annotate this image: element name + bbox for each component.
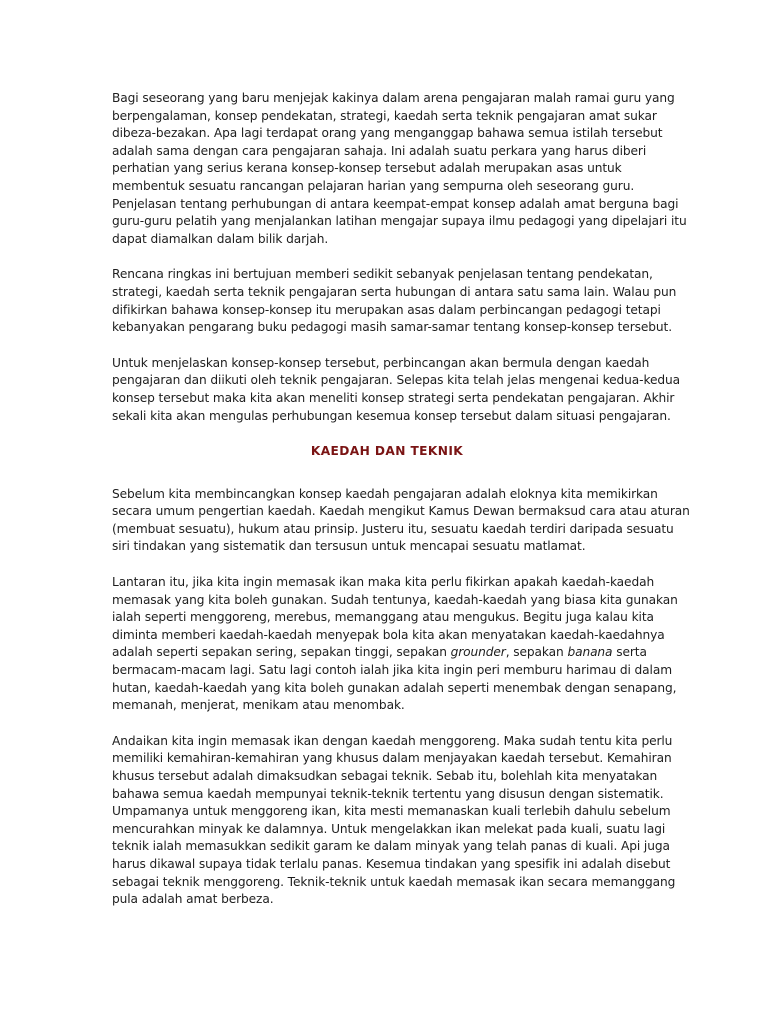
text-line: memiliki kemahiran-kemahiran yang khusus dalam menjayakan kaedah tersebut. Kemahiran [112,751,672,766]
text-line: khusus tersebut adalah dimaksudkan sebagai teknik. Sebab itu, bolehlah kita menyatakan [112,769,658,783]
text-line: kebanyakan pengarang buku pedagogi masih samar-samar tentang konsep-konsep tersebut. [112,320,672,335]
text-line: Untuk menjelaskan konsep-konsep tersebut, perbincangan akan bermula dengan kaedah [112,355,650,370]
text-line: diminta memberi kaedah-kaedah menyepak bola kita akan menyatakan kaedah-kaedahnya [112,627,665,642]
text-line: Penjelasan tentang perhubungan di antara keempat-empat konsep adalah amat berguna bagi [112,196,679,211]
text-line: adalah sama dengan cara pengajaran sahaja. Ini adalah suatu perkara yang harus diberi [112,143,647,158]
text-line: strategi, kaedah serta teknik pengajaran serta hubungan di antara satu sama lain. Walau pun [112,284,677,299]
text-line: membentuk sesuatu rancangan pelajaran harian yang sempurna oleh seseorang guru. [112,178,635,193]
text-fragment: serta [612,645,647,660]
text-line: hutan, kaedah-kaedah yang kita boleh gunakan adalah seperti menembak dengan senapang, [112,680,677,695]
text-line: konsep tersebut maka kita akan meneliti konsep strategi serta pendekatan pengajaran. Akhir [112,390,675,405]
text-line: Bagi seseorang yang baru menjejak kakinya dalam arena pengajaran malah ramai guru yang [112,91,675,105]
text-line: perhatian yang serius kerana konsep-konsep tersebut adalah merupakan asas untuk [112,161,622,176]
text-line: guru-guru pelatih yang menjalankan latihan mengajar supaya ilmu pedagogi yang dipelajari itu [112,214,687,229]
text-fragment: adalah seperti sepakan sering, sepakan tinggi, sepakan [112,645,451,660]
paragraph-definition [112,486,690,556]
italic-term: grounder [450,645,506,660]
text-line: Sebelum kita membincangkan konsep kaedah pengajaran adalah eloknya kita memikirkan [112,486,658,501]
paragraph-examples [112,574,678,715]
text-line: bermacam-macam lagi. Satu lagi contoh ialah jika kita ingin peri memburu harimau di dalam [112,663,672,678]
text-fragment: , sepakan [505,645,568,660]
text-line: dapat diamalkan dalam bilik darjah. [112,231,329,246]
text-line [112,644,662,662]
text-line: Rencana ringkas ini bertujuan memberi sedikit sebanyak penjelasan tentang pendekatan, [112,267,653,282]
text-line: sekali kita akan mengulas perhubungan kesemua konsep tersebut dalam situasi pengajaran. [112,408,671,423]
text-line: Umpamanya untuk menggoreng ikan, kita mesti memanaskan kuali terlebih dahulu sebelum [112,804,671,819]
text-line: difikirkan bahawa konsep-konsep itu merupakan asas dalam perbincangan pedagogi tetapi [112,302,661,317]
section-heading: KAEDAH DAN TEKNIK [310,444,464,459]
text-line: berpengalaman, konsep pendekatan, strategi, kaedah serta teknik pengajaran amat sukar [112,108,657,123]
text-line: memanah, menjerat, menikam atau menombak. [112,698,405,713]
italic-term: banana [567,645,613,660]
text-line: Lantaran itu, jika kita ingin memasak ikan maka kita perlu fikirkan apakah kaedah-kaedah [112,575,655,590]
text-line: secara umum pengertian kaedah. Kaedah mengikut Kamus Dewan bermaksud cara atau aturan [112,504,690,519]
text-line: dibeza-bezakan. Apa lagi terdapat orang yang menganggap bahawa semua istilah tersebut [112,126,663,141]
paragraph-intro [112,90,687,248]
text-line: harus dikawal supaya tidak terlalu panas. Kesemua tindakan yang spesifik ini adalah disebut [112,856,671,871]
paragraph-technique [112,733,676,909]
text-line: (membuat sesuatu), hukum atau prinsip. Justeru itu, sesuatu kaedah terdiri daripada sesuatu [112,521,674,536]
text-line: ialah seperti menggoreng, merebus, memanggang atau mengukus. Begitu juga kalau kita [112,610,654,625]
document-page [112,90,690,927]
text-line: pengajaran dan diikuti oleh teknik pengajaran. Selepas kita telah jelas mengenai kedua-kedua [112,373,681,388]
text-line: mencurahkan minyak ke dalamnya. Untuk mengelakkan ikan melekat pada kuali, suatu lagi [112,821,666,836]
text-line: Andaikan kita ingin memasak ikan dengan kaedah menggoreng. Maka sudah tentu kita perlu [112,733,673,748]
text-line: memasak yang kita boleh gunakan. Sudah tentunya, kaedah-kaedah yang biasa kita gunakan [112,592,678,607]
text-line: teknik ialah memasukkan sedikit garam ke dalam minyak yang telah panas di kuali. Api juga [112,839,670,854]
text-line: sebagai teknik menggoreng. Teknik-teknik untuk kaedah memasak ikan secara memanggang [112,874,676,889]
paragraph-outline [112,355,681,425]
text-line: siri tindakan yang sistematik dan tersusun untuk mencapai sesuatu matlamat. [112,539,586,554]
paragraph-purpose [112,266,677,336]
text-line: bahawa semua kaedah mempunyai teknik-teknik tertentu yang disusun dengan sistematik. [112,786,664,801]
text-line: pula adalah amat berbeza. [112,892,274,907]
